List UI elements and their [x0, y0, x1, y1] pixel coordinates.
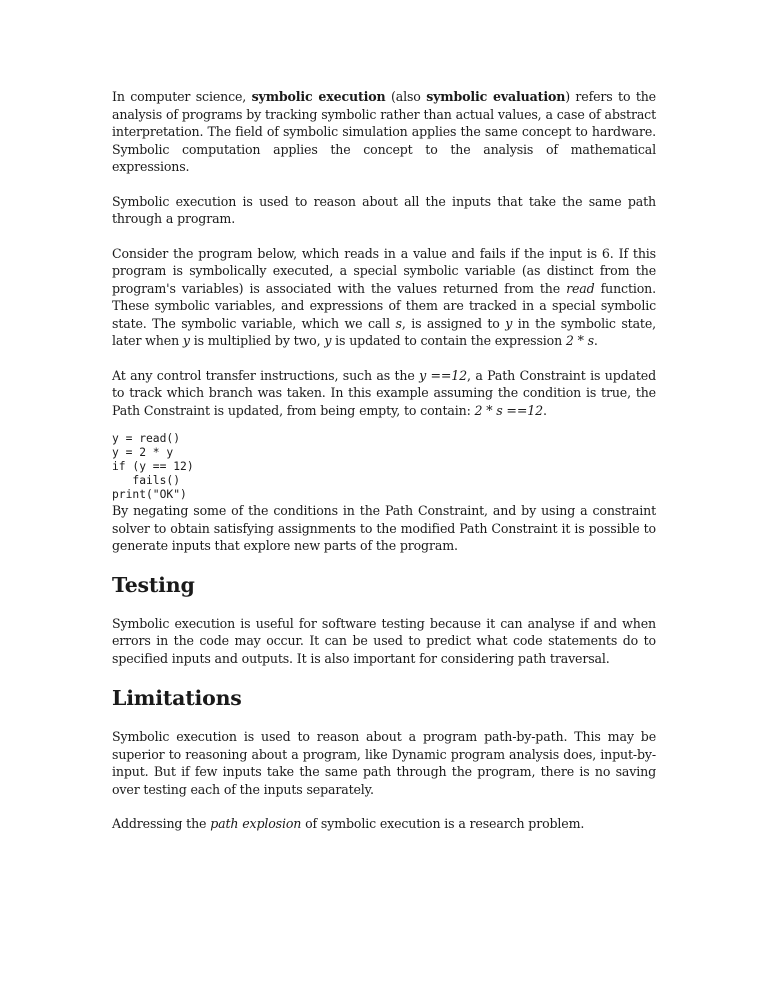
paragraph-negating-conditions: By negating some of the conditions in the Path Constraint, and by using a constraint solver to obtain satisfying assignments to the modified Path Constraint it is possible to generate inputs that explore new parts of the program.	[112, 503, 656, 553]
paragraph-program-example	[112, 245, 656, 350]
italic-term: 2 * s ==12	[474, 402, 543, 418]
heading-testing: Testing	[112, 572, 195, 597]
text-span: function. These symbolic variables, and expressions of them are tracked in a special symbolic state. The symbolic variable, which we call	[112, 280, 656, 331]
paragraph-path-explosion	[112, 815, 656, 833]
text-span: .	[593, 333, 598, 348]
italic-term: read	[566, 280, 595, 296]
text-span: Consider the program below, which reads in a value and fails if the input is 6. If this program is symbolically executed, a special symbolic variable (as distinct from the program's variables) is associated with the values returned from the	[112, 245, 656, 296]
text-span: (also	[385, 89, 427, 104]
italic-term: y	[324, 333, 332, 348]
document-page	[112, 88, 656, 833]
text-span: in the symbolic state, later when	[112, 315, 656, 348]
text-span: At any control transfer instructions, such as the	[112, 367, 420, 383]
text-span: In computer science,	[112, 89, 252, 104]
text-span: of symbolic execution is a research problem.	[301, 816, 585, 831]
text-span: is updated to contain the expression	[331, 333, 566, 348]
code-block: y = read() y = 2 * y if (y == 12) fails() print("OK")	[112, 432, 194, 501]
heading-limitations: Limitations	[112, 686, 242, 710]
text-span: ) refers to the analysis of programs by tracking symbolic rather than actual values, a case of abstract interpretation. The field of symbolic simulation applies the same concept to hardware. Symbolic computation applies the concept to the analysis of mathematical expressions.	[112, 89, 656, 174]
paragraph-limitations: Symbolic execution is used to reason about a program path-by-path. This may be superior to reasoning about a program, like Dynamic program analysis does, input-by-input. But if few inputs take the same path through the program, there is no saving over testing each of the inputs separately.	[112, 729, 656, 797]
italic-term: 2 * s	[565, 333, 594, 348]
intro-paragraph	[112, 88, 656, 176]
italic-term: y	[505, 315, 513, 331]
text-span: Addressing the	[112, 816, 211, 831]
italic-term: y ==12	[419, 367, 468, 383]
paragraph-same-path: Symbolic execution is used to reason about all the inputs that take the same path through a program.	[112, 193, 656, 226]
text-span: is multiplied by two,	[189, 333, 325, 348]
term-symbolic-evaluation: symbolic evaluation	[426, 89, 566, 104]
italic-term: s	[395, 315, 402, 331]
paragraph-path-constraint	[112, 367, 656, 420]
paragraph-testing: Symbolic execution is useful for software testing because it can analyse if and when errors in the code may occur. It can be used to predict what code statements do to specified inputs and outputs. It is also important for considering path traversal.	[112, 615, 656, 666]
term-symbolic-execution: symbolic execution	[251, 89, 386, 104]
italic-term: path explosion	[210, 816, 302, 831]
text-span: , is assigned to	[401, 315, 506, 331]
text-span: .	[542, 402, 547, 418]
text-span: , a Path Constraint is updated to track which branch was taken. In this example assuming the condition is true, the Path Constraint is updated, from being empty, to contain:	[112, 367, 657, 418]
italic-term: y	[182, 333, 190, 348]
